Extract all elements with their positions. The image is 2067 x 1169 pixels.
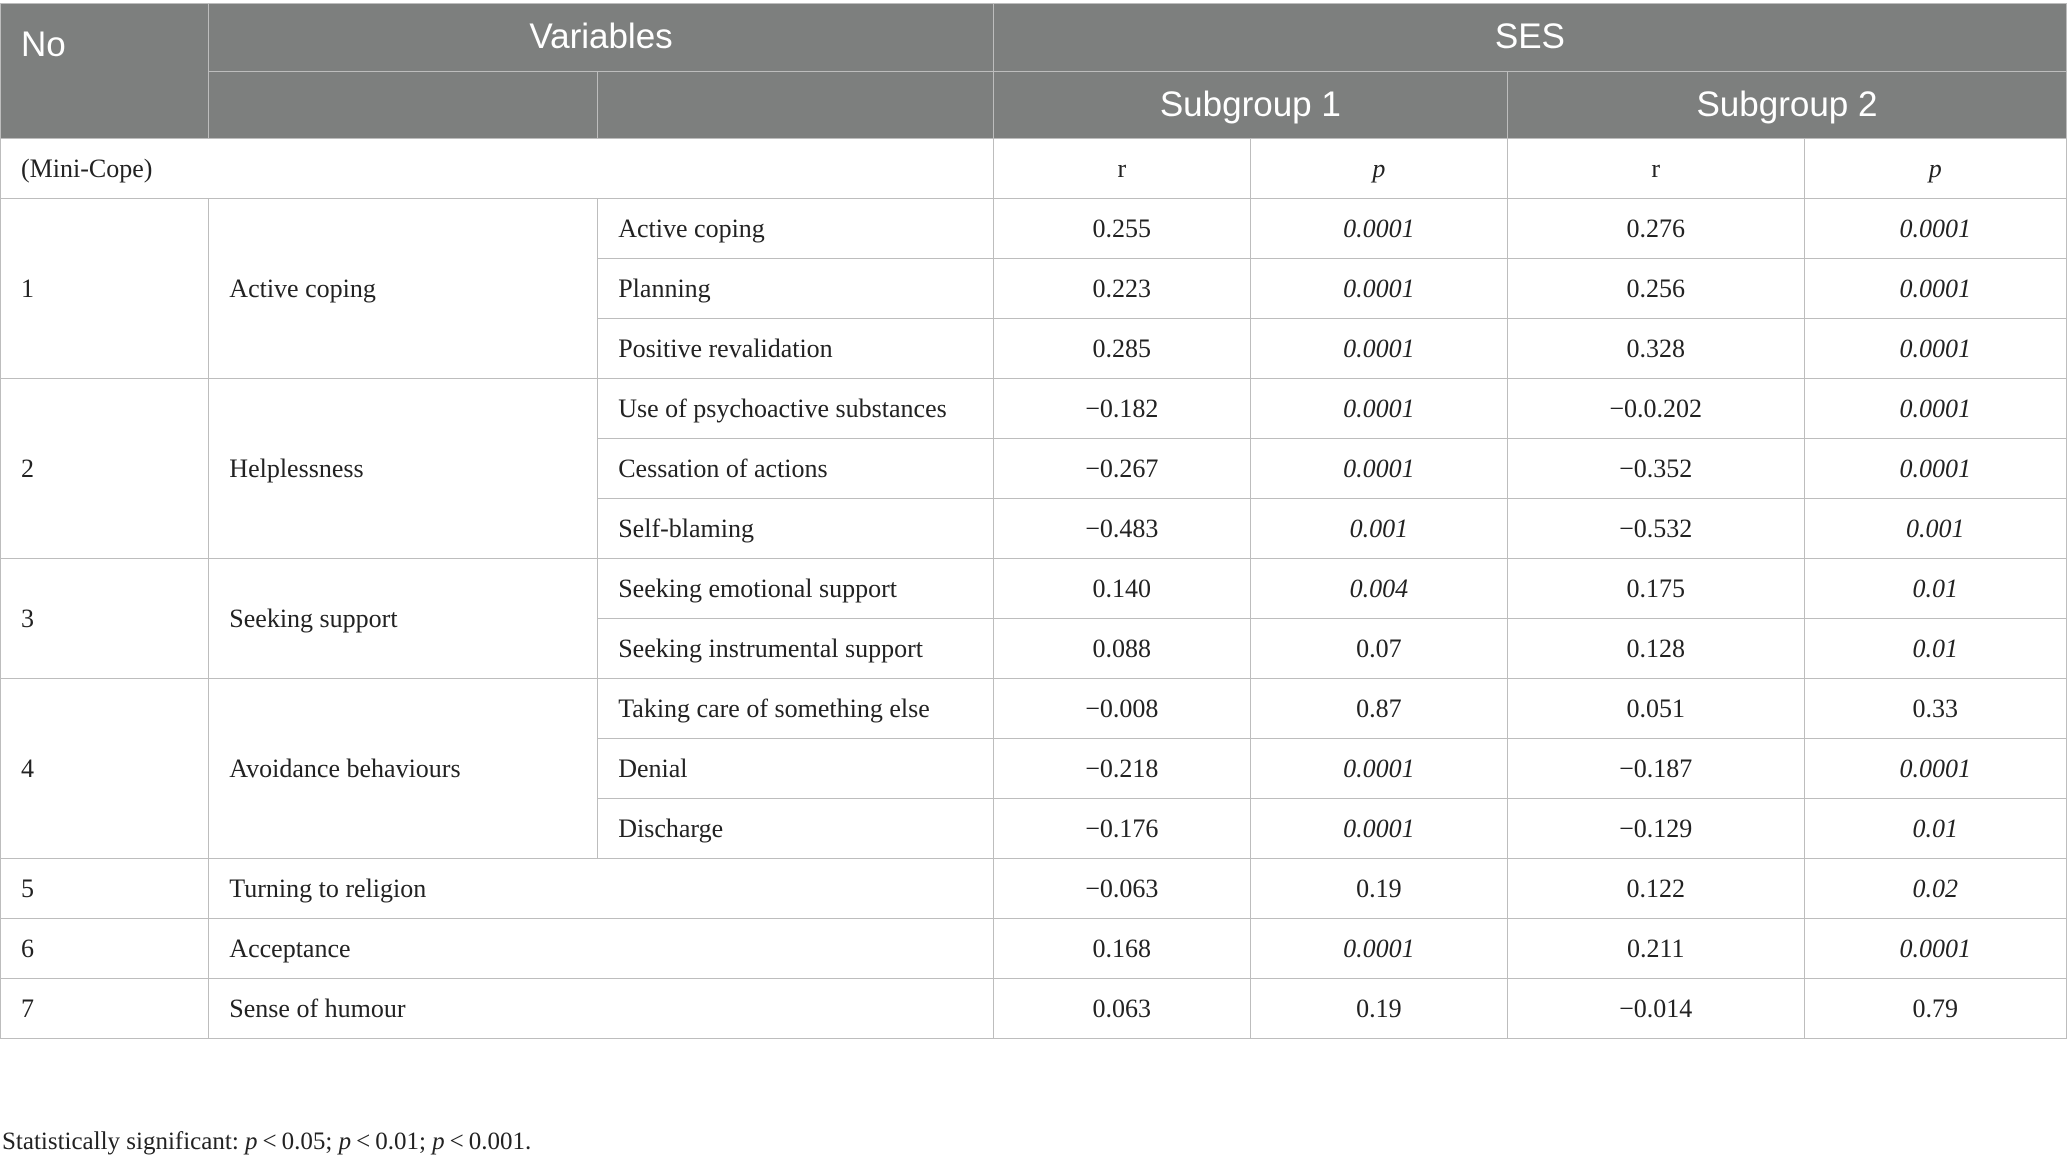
row-number: 1 xyxy=(1,199,209,379)
table-body xyxy=(1,139,2067,1039)
table-row xyxy=(1,199,2067,259)
subgroup-2-p: 0.0001 xyxy=(1804,439,2066,499)
subgroup-2-p: 0.0001 xyxy=(1804,919,2066,979)
subgroup-1-r: 0.223 xyxy=(993,259,1250,319)
subgroup-2-p: 0.01 xyxy=(1804,559,2066,619)
coping-item: Cessation of actions xyxy=(598,439,994,499)
subgroup-1-r: −0.008 xyxy=(993,679,1250,739)
table-row xyxy=(1,919,2067,979)
footnote-prefix: Statistically significant: xyxy=(2,1128,246,1155)
subgroup-1-p: 0.0001 xyxy=(1250,439,1507,499)
subgroup-1-r: −0.218 xyxy=(993,739,1250,799)
subgroup-1-p: 0.004 xyxy=(1250,559,1507,619)
footnote xyxy=(2,1128,531,1156)
coping-item: Planning xyxy=(598,259,994,319)
row-number: 5 xyxy=(1,859,209,919)
subheader-p1: p xyxy=(1250,139,1507,199)
subgroup-1-p: 0.0001 xyxy=(1250,259,1507,319)
header-ses: SES xyxy=(993,4,2066,72)
footnote-p-symbol: p xyxy=(338,1128,352,1155)
subgroup-1-r: 0.168 xyxy=(993,919,1250,979)
subheader-row xyxy=(1,139,2067,199)
subgroup-1-p: 0.07 xyxy=(1250,619,1507,679)
table-row xyxy=(1,679,2067,739)
subgroup-2-p: 0.0001 xyxy=(1804,739,2066,799)
subgroup-2-r: −0.187 xyxy=(1507,739,1804,799)
subgroup-2-p: 0.33 xyxy=(1804,679,2066,739)
subgroup-1-p: 0.0001 xyxy=(1250,919,1507,979)
table-row xyxy=(1,979,2067,1039)
table-row xyxy=(1,559,2067,619)
subgroup-1-r: −0.483 xyxy=(993,499,1250,559)
subgroup-2-r: 0.175 xyxy=(1507,559,1804,619)
subgroup-2-p: 0.0001 xyxy=(1804,319,2066,379)
header-variables-blank-1 xyxy=(209,71,598,139)
subgroup-2-r: 0.051 xyxy=(1507,679,1804,739)
subgroup-2-p: 0.01 xyxy=(1804,619,2066,679)
coping-strategy: Sense of humour xyxy=(209,979,993,1039)
subgroup-1-r: 0.063 xyxy=(993,979,1250,1039)
subgroup-2-r: −0.352 xyxy=(1507,439,1804,499)
subheader-r1: r xyxy=(993,139,1250,199)
table-row xyxy=(1,379,2067,439)
table-header xyxy=(1,4,2067,139)
footnote-threshold: < 0.001. xyxy=(444,1128,532,1155)
coping-item: Seeking emotional support xyxy=(598,559,994,619)
subgroup-2-r: 0.328 xyxy=(1507,319,1804,379)
subgroup-2-r: 0.211 xyxy=(1507,919,1804,979)
coping-strategy: Avoidance behaviours xyxy=(209,679,598,859)
coping-item: Denial xyxy=(598,739,994,799)
subgroup-1-p: 0.87 xyxy=(1250,679,1507,739)
subheader-p2: p xyxy=(1804,139,2066,199)
subgroup-1-r: −0.063 xyxy=(993,859,1250,919)
row-number: 6 xyxy=(1,919,209,979)
subgroup-2-p: 0.001 xyxy=(1804,499,2066,559)
coping-strategy: Acceptance xyxy=(209,919,993,979)
coping-item: Discharge xyxy=(598,799,994,859)
subgroup-2-p: 0.01 xyxy=(1804,799,2066,859)
row-number: 2 xyxy=(1,379,209,559)
subgroup-2-p: 0.02 xyxy=(1804,859,2066,919)
row-number: 4 xyxy=(1,679,209,859)
coping-item: Taking care of something else xyxy=(598,679,994,739)
header-subgroup-1: Subgroup 1 xyxy=(993,71,1507,139)
coping-strategy: Turning to religion xyxy=(209,859,993,919)
subgroup-2-p: 0.0001 xyxy=(1804,199,2066,259)
subgroup-1-p: 0.0001 xyxy=(1250,799,1507,859)
header-subgroup-2: Subgroup 2 xyxy=(1507,71,2066,139)
coping-item: Active coping xyxy=(598,199,994,259)
subgroup-1-p: 0.001 xyxy=(1250,499,1507,559)
table-row xyxy=(1,859,2067,919)
coping-item: Positive revalidation xyxy=(598,319,994,379)
header-variables: Variables xyxy=(209,4,993,72)
subgroup-2-p: 0.79 xyxy=(1804,979,2066,1039)
footnote-p-symbol: p xyxy=(245,1128,258,1155)
row-number: 7 xyxy=(1,979,209,1039)
coping-item: Use of psychoactive substances xyxy=(598,379,994,439)
subgroup-1-r: 0.285 xyxy=(993,319,1250,379)
header-no: No xyxy=(1,4,209,139)
coping-item: Seeking instrumental support xyxy=(598,619,994,679)
header-variables-blank-2 xyxy=(598,71,994,139)
coping-item: Self-blaming xyxy=(598,499,994,559)
subgroup-1-r: 0.255 xyxy=(993,199,1250,259)
subgroup-2-r: −0.014 xyxy=(1507,979,1804,1039)
subheader-r2: r xyxy=(1507,139,1804,199)
subgroup-2-r: −0.0.202 xyxy=(1507,379,1804,439)
subgroup-2-p: 0.0001 xyxy=(1804,259,2066,319)
scale-label: (Mini-Cope) xyxy=(1,139,994,199)
subgroup-1-r: 0.140 xyxy=(993,559,1250,619)
subgroup-1-r: −0.267 xyxy=(993,439,1250,499)
subgroup-2-r: 0.122 xyxy=(1507,859,1804,919)
coping-strategy: Active coping xyxy=(209,199,598,379)
subgroup-1-p: 0.0001 xyxy=(1250,199,1507,259)
subgroup-2-r: 0.256 xyxy=(1507,259,1804,319)
footnote-threshold: < 0.05; xyxy=(257,1128,339,1155)
correlation-table xyxy=(0,3,2067,1039)
subgroup-1-p: 0.19 xyxy=(1250,979,1507,1039)
row-number: 3 xyxy=(1,559,209,679)
footnote-p-symbol: p xyxy=(432,1128,445,1155)
coping-strategy: Seeking support xyxy=(209,559,598,679)
subgroup-2-p: 0.0001 xyxy=(1804,379,2066,439)
subgroup-1-p: 0.19 xyxy=(1250,859,1507,919)
subgroup-1-r: −0.182 xyxy=(993,379,1250,439)
subgroup-1-p: 0.0001 xyxy=(1250,379,1507,439)
subgroup-1-p: 0.0001 xyxy=(1250,739,1507,799)
subgroup-2-r: −0.129 xyxy=(1507,799,1804,859)
subgroup-2-r: 0.276 xyxy=(1507,199,1804,259)
subgroup-2-r: −0.532 xyxy=(1507,499,1804,559)
subgroup-2-r: 0.128 xyxy=(1507,619,1804,679)
subgroup-1-p: 0.0001 xyxy=(1250,319,1507,379)
coping-strategy: Helplessness xyxy=(209,379,598,559)
subgroup-1-r: 0.088 xyxy=(993,619,1250,679)
footnote-threshold: < 0.01; xyxy=(351,1128,433,1155)
subgroup-1-r: −0.176 xyxy=(993,799,1250,859)
